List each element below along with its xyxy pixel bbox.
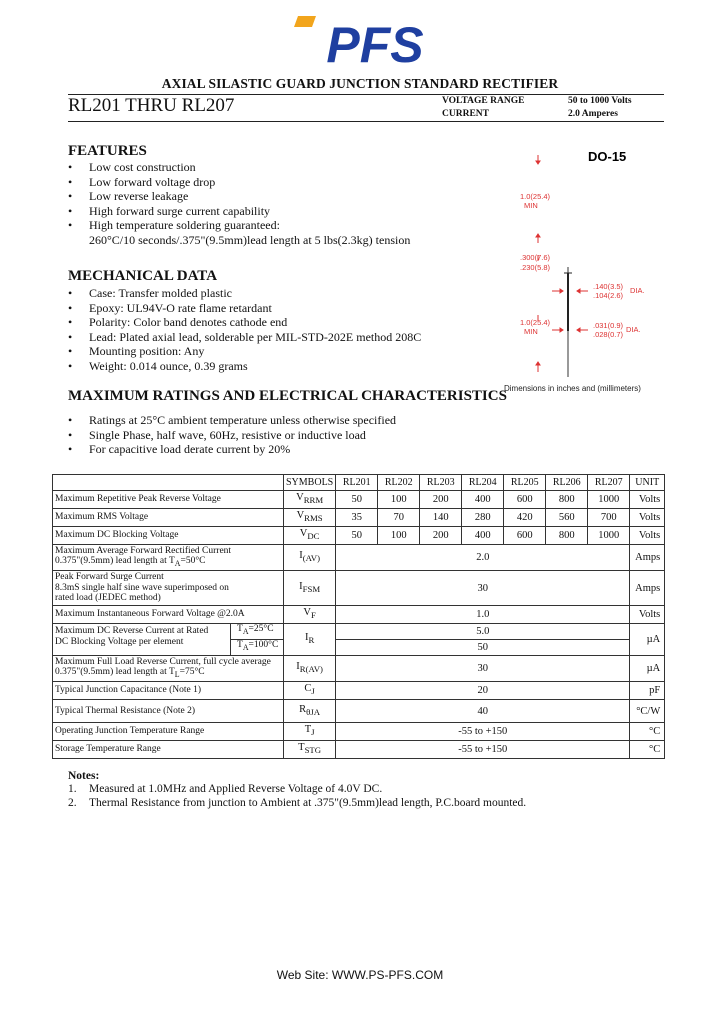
unit-cell: °C/W — [630, 700, 665, 723]
value-cell: 50 — [336, 491, 378, 509]
mechanical-text: Mounting position: Any — [89, 344, 205, 359]
bullet-icon: • — [68, 442, 73, 457]
table-header-cell: RL205 — [504, 475, 546, 491]
mechanical-text: Polarity: Color band denotes cathode end — [89, 315, 288, 330]
header-rule-bottom — [68, 121, 664, 122]
symbol-cell — [284, 571, 336, 606]
list-item — [68, 428, 396, 443]
value-cell: 40 — [336, 700, 630, 723]
param-cell: Maximum RMS Voltage — [53, 509, 284, 527]
symbol-text: V — [296, 492, 304, 504]
symbol-cell — [284, 682, 336, 700]
symbol-subscript: R(AV) — [299, 664, 323, 675]
param-text: =50°C — [180, 556, 206, 567]
dim-lead-dia-max: .031(0.9) — [593, 321, 624, 330]
symbol-text: T — [298, 742, 305, 754]
rating-condition-text: Ratings at 25°C ambient temperature unless otherwise specified — [89, 413, 397, 427]
mechanical-heading: MECHANICAL DATA — [68, 268, 218, 284]
value-cell: 50 — [336, 640, 630, 656]
unit-cell: pF — [630, 682, 665, 700]
unit-cell: °C — [630, 723, 665, 741]
value-cell: 600 — [504, 491, 546, 509]
rating-condition-text: For capacitive load derate current by 20% — [89, 442, 291, 457]
dim-body-length-min: .230(5.8) — [520, 263, 551, 272]
table-row — [53, 741, 665, 759]
param-text: 0.375"(9.5mm) lead length at T — [55, 556, 175, 567]
list-item — [68, 330, 421, 345]
param-line: Maximum Average Forward Rectified Current — [55, 545, 232, 556]
table-row — [53, 606, 665, 624]
document-title: AXIAL SILASTIC GUARD JUNCTION STANDARD RECTIFIER — [161, 76, 559, 91]
note-item — [68, 796, 526, 810]
value-cell: 70 — [378, 509, 420, 527]
table-row — [53, 509, 665, 527]
part-range: RL201 THRU RL207 — [68, 95, 235, 116]
value-cell: 200 — [420, 491, 462, 509]
list-item — [68, 175, 410, 190]
param-text: =75°C — [179, 667, 205, 678]
spec-row-current — [442, 108, 632, 121]
list-item — [68, 413, 396, 428]
value-cell: 280 — [462, 509, 504, 527]
bullet-icon: • — [68, 189, 73, 204]
value-cell: 35 — [336, 509, 378, 527]
table-header-cell: UNIT — [630, 475, 665, 491]
symbol-subscript: DC — [307, 531, 320, 542]
value-cell: -55 to +150 — [336, 741, 630, 759]
dia-label: DIA. — [630, 286, 645, 295]
feature-text: High forward surge current capability — [89, 203, 271, 218]
cond-text: =25°C — [248, 624, 274, 634]
list-item — [68, 359, 421, 374]
list-item — [68, 315, 421, 330]
symbol-subscript: RMS — [304, 513, 323, 524]
value-cell: 1000 — [588, 527, 630, 545]
symbol-text: I — [299, 550, 303, 562]
maxratings-heading: MAXIMUM RATINGS AND ELECTRICAL CHARACTERISTICS — [68, 388, 507, 404]
unit-cell: Amps — [630, 571, 665, 606]
value-cell: 700 — [588, 509, 630, 527]
table-header-cell: RL207 — [588, 475, 630, 491]
dim-body-length-max: .300(7.6) — [520, 253, 551, 262]
value-cell: 800 — [546, 491, 588, 509]
symbol-cell — [284, 624, 336, 656]
unit-cell: µA — [630, 656, 665, 682]
mechanical-text: Epoxy: UL94V-O rate flame retardant — [89, 300, 272, 315]
cond-text: T — [237, 640, 243, 650]
table-header-cell: SYMBOLS — [284, 475, 336, 491]
table-row — [53, 723, 665, 741]
bullet-icon: • — [68, 358, 73, 373]
param-line — [55, 556, 281, 569]
symbol-text: I — [304, 632, 309, 644]
table-row — [53, 682, 665, 700]
cond-subscript: A — [242, 642, 249, 652]
maxratings-list — [68, 413, 396, 457]
condition-cells — [230, 624, 283, 655]
bullet-icon: • — [68, 329, 73, 344]
dim-min-bottom: MIN — [524, 327, 538, 336]
notes-title: Notes: — [68, 770, 100, 782]
table-row — [53, 571, 665, 606]
unit-cell: Volts — [630, 491, 665, 509]
table-row — [53, 545, 665, 571]
spec-row-voltage — [442, 95, 632, 108]
list-item — [68, 286, 421, 301]
param-subscript: A — [174, 558, 181, 568]
value-cell: 5.0 — [336, 624, 630, 640]
symbol-text: R — [299, 703, 307, 715]
symbol-subscript: STG — [304, 745, 322, 756]
value-cell: 400 — [462, 527, 504, 545]
rating-condition-text: Single Phase, half wave, 60Hz, resistive or inductive load — [89, 427, 366, 442]
bullet-icon: • — [68, 413, 73, 427]
cond-subscript: A — [242, 626, 249, 636]
value-cell: 100 — [378, 491, 420, 509]
list-item — [68, 442, 396, 457]
symbol-cell — [284, 545, 336, 571]
mechanical-text: Weight: 0.014 ounce, 0.39 grams — [89, 358, 248, 373]
table-header-cell: RL201 — [336, 475, 378, 491]
value-cell: 2.0 — [336, 545, 630, 571]
param-subscript: L — [174, 669, 180, 679]
spec-label: VOLTAGE RANGE — [442, 96, 525, 106]
param-line: rated load (JEDEC method) — [55, 593, 161, 604]
bullet-icon: • — [68, 160, 73, 174]
feature-text: High temperature soldering guaranteed: — [89, 218, 280, 233]
value-cell: 30 — [336, 656, 630, 682]
bullet-icon: • — [68, 427, 73, 442]
symbol-subscript: (AV) — [302, 553, 321, 564]
dim-body-dia-min: .104(2.6) — [593, 291, 624, 300]
value-cell: 800 — [546, 527, 588, 545]
value-cell: 420 — [504, 509, 546, 527]
value-cell: 50 — [336, 527, 378, 545]
note-text: Measured at 1.0MHz and Applied Reverse Voltage of 4.0V DC. — [89, 783, 383, 795]
unit-cell: Volts — [630, 606, 665, 624]
logo-accent-block — [294, 16, 316, 27]
note-number: 2. — [68, 797, 77, 809]
unit-cell: °C — [630, 741, 665, 759]
dim-lead-length-top: 1.0(25.4) — [520, 192, 551, 201]
notes-section — [68, 770, 526, 810]
value-cell: 140 — [420, 509, 462, 527]
symbol-cell — [284, 509, 336, 527]
symbol-subscript: R — [308, 635, 315, 646]
spec-summary — [442, 95, 632, 121]
symbol-cell — [284, 700, 336, 723]
table-row — [53, 656, 665, 682]
value-cell: 560 — [546, 509, 588, 527]
table-row — [53, 527, 665, 545]
spec-label: CURRENT — [442, 109, 489, 119]
bullet-icon: • — [68, 344, 73, 359]
cond-text: =100°C — [248, 640, 279, 650]
table-header-param — [53, 475, 284, 491]
package-name: DO-15 — [588, 149, 627, 164]
list-item — [68, 301, 421, 316]
feature-text: Low cost construction — [89, 160, 196, 174]
symbol-cell — [284, 606, 336, 624]
value-cell: 200 — [420, 527, 462, 545]
param-cell: Storage Temperature Range — [53, 741, 284, 759]
param-text: 0.375"(9.5mm) lead length at T — [55, 667, 175, 678]
feature-text: Low forward voltage drop — [89, 174, 216, 189]
symbol-text: V — [299, 528, 308, 540]
list-item-continuation — [68, 233, 410, 248]
table-row — [53, 624, 665, 640]
dim-lead-dia-min: .028(0.7) — [593, 330, 624, 339]
do15-package-diagram — [500, 145, 700, 395]
param-desc — [53, 624, 230, 655]
table-header-cell: RL204 — [462, 475, 504, 491]
symbol-subscript: θJA — [306, 707, 321, 718]
list-item — [68, 189, 410, 204]
bullet-icon: • — [68, 174, 73, 189]
param-cell — [53, 624, 284, 656]
value-cell: -55 to +150 — [336, 723, 630, 741]
spec-value: 50 to 1000 Volts — [568, 96, 632, 106]
param-line: Maximum DC Reverse Current at Rated — [55, 626, 209, 636]
value-cell: 100 — [378, 527, 420, 545]
symbol-subscript: J — [311, 686, 315, 697]
param-line: DC Blocking Voltage per element — [55, 636, 184, 647]
cond-text: T — [237, 624, 243, 634]
symbol-cell — [284, 723, 336, 741]
table-row — [53, 700, 665, 723]
table-header-row — [53, 475, 665, 491]
param-cell: Operating Junction Temperature Range — [53, 723, 284, 741]
mechanical-text: Case: Transfer molded plastic — [89, 286, 232, 300]
dia-label: DIA. — [626, 325, 641, 334]
website-footer: Web Site: WWW.PS-PFS.COM — [276, 968, 444, 982]
unit-cell: Volts — [630, 509, 665, 527]
value-cell: 1.0 — [336, 606, 630, 624]
param-cell: Typical Junction Capacitance (Note 1) — [53, 682, 284, 700]
dim-lead-length-bottom: 1.0(25.4) — [520, 318, 551, 327]
table-header-cell: RL203 — [420, 475, 462, 491]
pfs-logo — [290, 16, 460, 66]
symbol-text: I — [296, 661, 300, 673]
condition-100c — [231, 640, 283, 655]
note-item — [68, 782, 526, 796]
param-cell — [53, 571, 284, 606]
param-cell: Maximum DC Blocking Voltage — [53, 527, 284, 545]
symbol-subscript: F — [310, 610, 316, 621]
symbol-text: V — [296, 510, 305, 522]
symbol-text: C — [304, 683, 312, 695]
logo-text: PFS — [326, 17, 424, 66]
note-text: Thermal Resistance from junction to Ambient at .375"(9.5mm)lead length, P.C.board mounted. — [89, 797, 527, 809]
value-cell: 600 — [504, 527, 546, 545]
dimension-labels — [520, 192, 645, 339]
mechanical-text: Lead: Plated axial lead, solderable per MIL-STD-202E method 208C — [89, 329, 422, 344]
value-cell: 30 — [336, 571, 630, 606]
param-cell — [53, 545, 284, 571]
bullet-icon: • — [68, 286, 73, 300]
mechanical-list — [68, 286, 421, 374]
bullet-icon: • — [68, 218, 73, 233]
list-item — [68, 218, 410, 233]
list-item — [68, 160, 410, 175]
symbol-cell — [284, 491, 336, 509]
symbol-text: T — [304, 724, 312, 736]
param-line: 8.3mS single half sine wave superimposed on — [55, 582, 229, 593]
symbol-subscript: FSM — [302, 584, 321, 595]
condition-25c — [231, 624, 283, 640]
features-heading: FEATURES — [68, 143, 147, 159]
param-cell: Maximum Repetitive Peak Reverse Voltage — [53, 491, 284, 509]
unit-cell: Amps — [630, 545, 665, 571]
value-cell: 20 — [336, 682, 630, 700]
param-line — [55, 667, 281, 680]
value-cell: 400 — [462, 491, 504, 509]
bullet-icon: • — [68, 315, 73, 330]
table-header-cell: RL206 — [546, 475, 588, 491]
dim-min-top: MIN — [524, 201, 538, 210]
symbol-text: V — [303, 607, 311, 619]
bullet-icon: • — [68, 300, 73, 315]
feature-text: Low reverse leakage — [89, 189, 189, 204]
symbol-cell — [284, 656, 336, 682]
table-row — [53, 491, 665, 509]
value-cell: 1000 — [588, 491, 630, 509]
bullet-icon: • — [68, 203, 73, 218]
ratings-table — [52, 474, 665, 759]
table-header-cell: RL202 — [378, 475, 420, 491]
feature-text: 260°C/10 seconds/.375"(9.5mm)lead length at 5 lbs(2.3kg) tension — [89, 232, 411, 247]
param-cell: Typical Thermal Resistance (Note 2) — [53, 700, 284, 723]
list-item — [68, 344, 421, 359]
features-list — [68, 160, 410, 248]
symbol-subscript: RRM — [303, 495, 324, 506]
note-number: 1. — [68, 783, 77, 795]
symbol-text: I — [299, 580, 303, 592]
param-line: Peak Forward Surge Current — [55, 572, 164, 583]
list-item — [68, 204, 410, 219]
unit-cell: Volts — [630, 527, 665, 545]
symbol-subscript: J — [311, 727, 315, 738]
symbol-cell — [284, 741, 336, 759]
param-line: Maximum Full Load Reverse Current, full cycle average — [55, 656, 271, 667]
param-cell — [53, 656, 284, 682]
dimension-caption: Dimensions in inches and (millimeters) — [504, 384, 641, 393]
symbol-cell — [284, 527, 336, 545]
spec-value: 2.0 Amperes — [568, 109, 618, 119]
param-cell: Maximum Instantaneous Forward Voltage @2.0A — [53, 606, 284, 624]
dim-body-dia-max: .140(3.5) — [593, 282, 624, 291]
unit-cell: µA — [630, 624, 665, 656]
